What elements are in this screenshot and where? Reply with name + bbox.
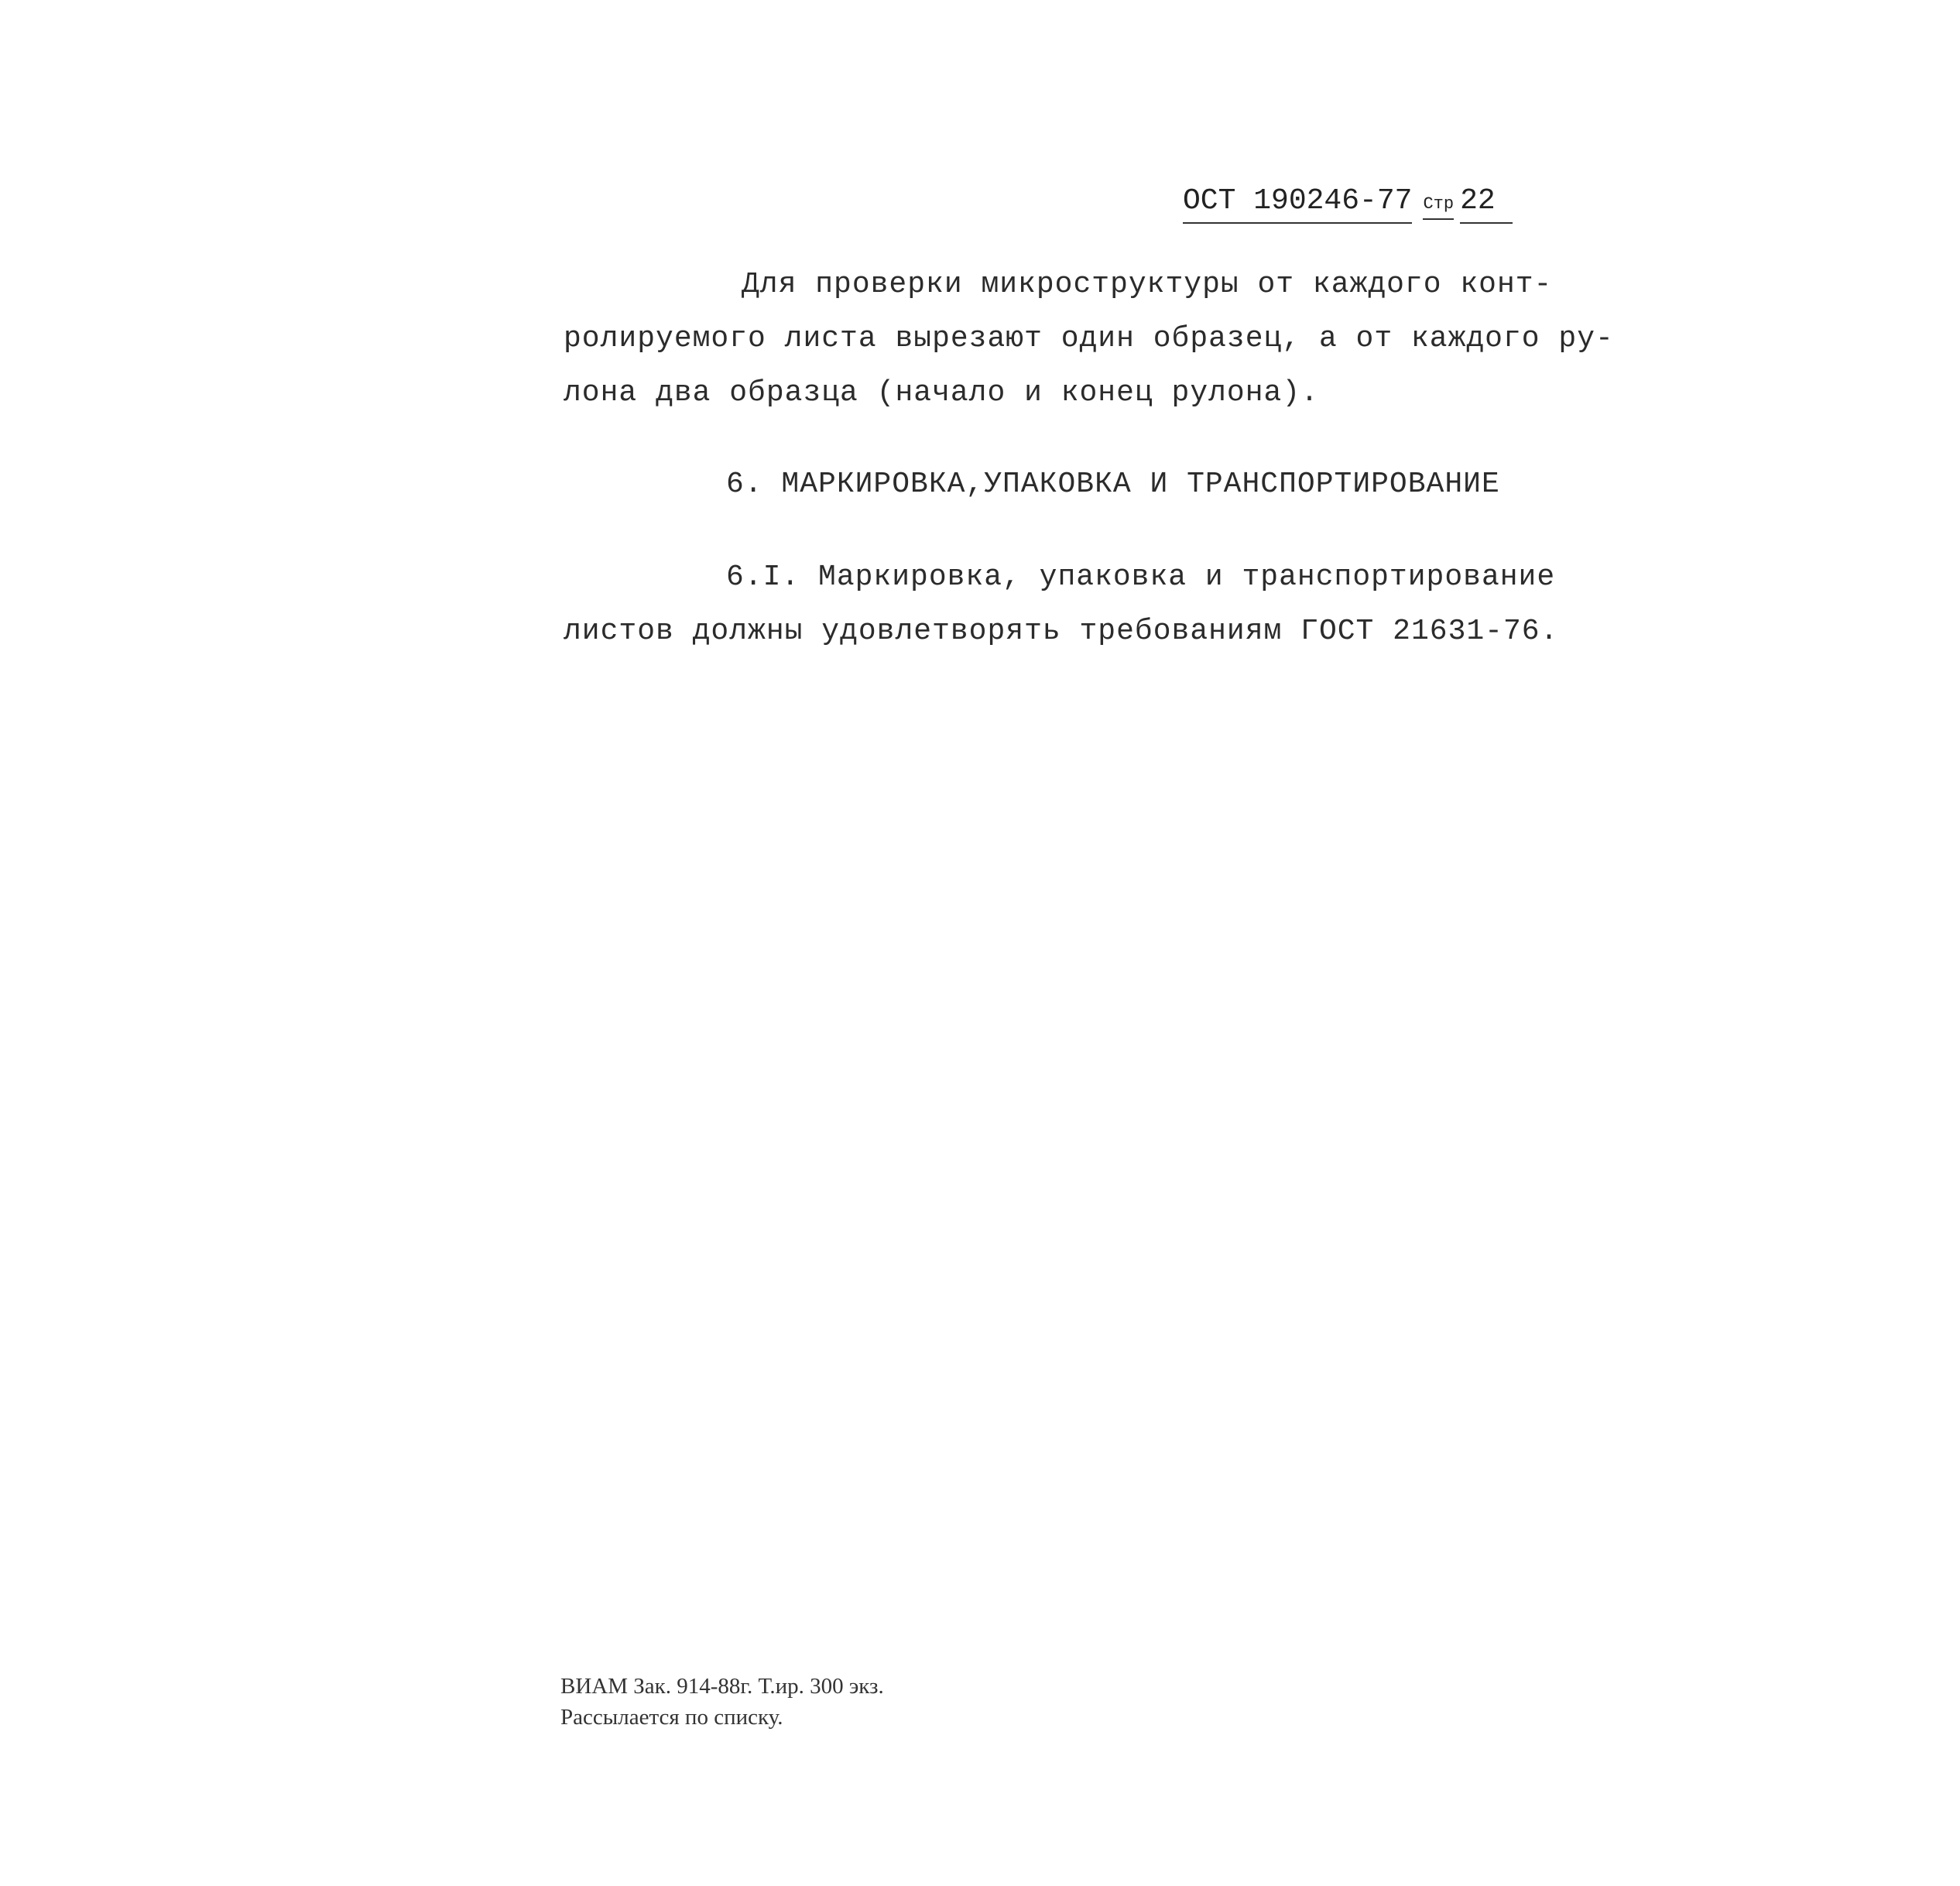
- section-heading: 6. МАРКИРОВКА,УПАКОВКА И ТРАНСПОРТИРОВАНИЕ: [726, 468, 1500, 501]
- publication-footer: [560, 1671, 884, 1733]
- paragraph-line: ролируемого листа вырезают один образец, а от каждого ру-: [564, 322, 1614, 355]
- clause-line: листов должны удовлетворять требованиям ГОСТ 21631-76.: [564, 615, 1559, 648]
- document-code: ОСТ 190246-77: [1183, 184, 1412, 224]
- footer-print-info: ВИАМ Зак. 914-88г. Т.ир. 300 экз.: [560, 1674, 884, 1699]
- paragraph-line: Для проверки микроструктуры от каждого конт-: [742, 268, 1553, 301]
- page-number: 22: [1460, 184, 1513, 224]
- clause-line: 6.I. Маркировка, упаковка и транспортирование: [726, 561, 1556, 594]
- page-header: [1183, 184, 1513, 218]
- footer-distribution-note: Рассылается по списку.: [560, 1705, 783, 1730]
- paragraph-line: лона два образца (начало и конец рулона).: [564, 376, 1319, 410]
- page-label: Стр: [1423, 194, 1454, 220]
